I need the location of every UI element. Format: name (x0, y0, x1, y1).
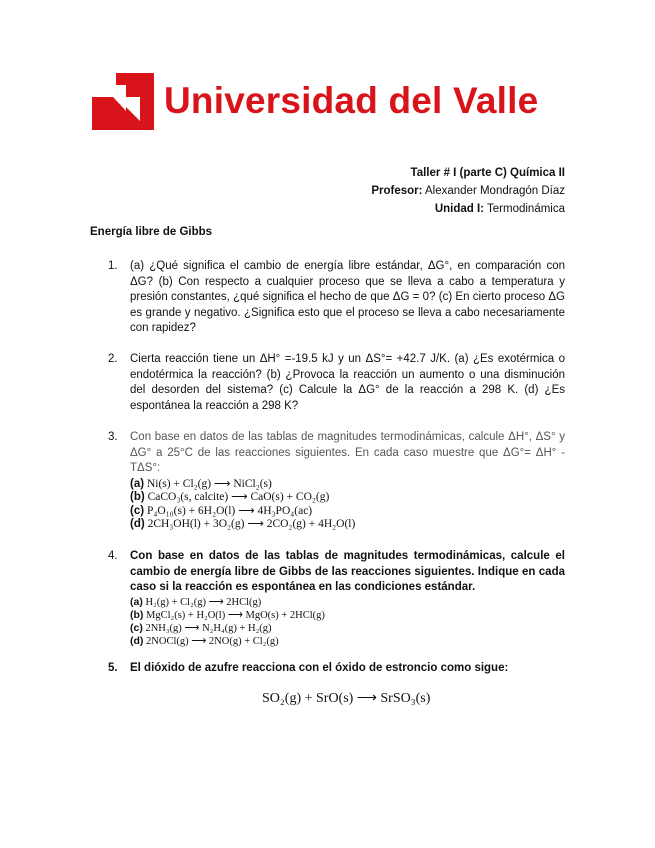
reaction-b: (b) MgCl₂(s) + H₂O(l) ⟶ MgO(s) + 2HCl(g) (130, 608, 325, 621)
question-text: Cierta reacción tiene un ΔH° =-19.5 kJ y un ΔS°= +42.7 J/K. (a) ¿Es exotérmica o endotérmica la reacción? (b) ¿Provoca la reacción un aumento o una disminución del desorden del sistema? (c) Calcule la ΔG° de la reacción a 298 K. (d) ¿Es espontánea la reacción a 298 K? (130, 353, 565, 412)
reaction-a: (a) Ni(s) + Cl₂(g) ⟶ NiCl₂(s) (130, 477, 272, 490)
question-number: 5. (108, 662, 118, 674)
reaction-list (130, 596, 565, 648)
question-number: 3. (108, 431, 118, 443)
question-number: 2. (108, 353, 118, 365)
course-info (371, 164, 565, 218)
question-text: (a) ¿Qué significa el cambio de energía libre estándar, ΔG°, en comparación con ΔG? (b) Con respecto a cualquier proceso que se lleva a cabo a temperatura y presión constantes, ¿qué significa el hecho de que ΔG = 0? (c) En cierto proceso ΔG es grande y negativo. ¿Significa esto que el proceso se lleva a cabo necesariamente con rapidez? (130, 260, 565, 334)
reaction-b: (b) CaCO₃(s, calcite) ⟶ CaO(s) + CO₂(g) (130, 491, 330, 503)
question-5 (108, 661, 565, 677)
university-logo-icon (92, 73, 154, 130)
question-number: 1. (108, 260, 118, 272)
reaction-d: (d) 2CH₃OH(l) + 3O₂(g) ⟶ 2CO₂(g) + 4H₂O(l) (130, 518, 356, 530)
professor-line: Profesor: Alexander Mondragón Díaz (371, 185, 565, 197)
question-text: Con base en datos de las tablas de magnitudes termodinámicas, calcule ΔH°, ΔS° y ΔG° a 25°C de las reacciones siguientes. En cada caso muestre que ΔG°= ΔH° - TΔS°: (130, 431, 565, 474)
question-2 (108, 352, 565, 414)
question-text: El dióxido de azufre reacciona con el óxido de estroncio como sigue: (130, 662, 509, 674)
question-1 (108, 259, 565, 337)
question-number: 4. (108, 550, 118, 562)
unit-line: Unidad I: Termodinámica (434, 203, 565, 215)
question-3 (108, 430, 565, 532)
course-title: Taller # I (parte C) Química II (410, 167, 565, 179)
reaction-equation: SO₂(g) + SrO(s) ⟶ SrSO₃(s) (262, 691, 431, 706)
question-text: Con base en datos de las tablas de magnitudes termodinámicas, calcule el cambio de energía libre de Gibbs de las reacciones siguientes. Indique en cada caso si la reacción es espontánea en las condiciones estándar. (130, 550, 565, 593)
section-title: Energía libre de Gibbs (90, 226, 213, 238)
question-4 (108, 549, 565, 648)
reaction-list (130, 478, 565, 532)
university-name: Universidad del Valle (164, 80, 539, 121)
reaction-c: (c) P₄O₁₀(s) + 6H₂O(l) ⟶ 4H₃PO₄(ac) (130, 504, 313, 517)
reaction-a: (a) H₂(g) + Cl₂(g) ⟶ 2HCl(g) (130, 595, 262, 608)
reaction-d: (d) 2NOCl(g) ⟶ 2NO(g) + Cl₂(g) (130, 634, 279, 647)
reaction-c: (c) 2NH₃(g) ⟶ N₂H₄(g) + H₂(g) (130, 621, 272, 634)
